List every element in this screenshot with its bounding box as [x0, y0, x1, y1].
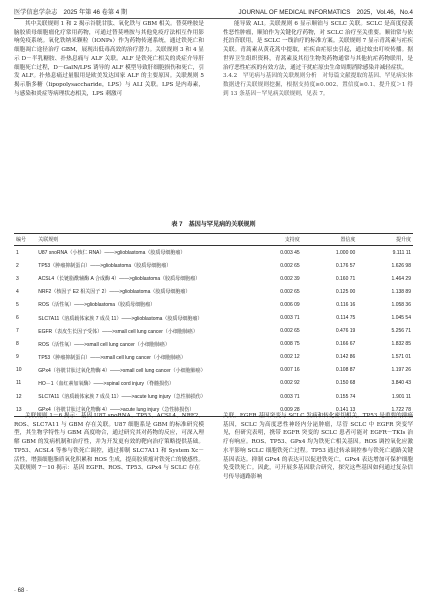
cell-rule: GPx4（谷胱甘肽过氧化物酶 4）——>small cell lung cancer（小细胞肺癌）	[38, 367, 206, 374]
cell-confidence: 0.116 16	[336, 301, 356, 308]
cell-confidence: 0.142 86	[335, 354, 356, 361]
cell-lift: 1.464 29	[391, 275, 411, 282]
cell-lift: 5.256 71	[391, 328, 411, 335]
cell-rule: ROS（活性氧）——>small cell lung cancer（小细胞肺癌）	[38, 341, 170, 348]
left-column-top	[14, 20, 204, 214]
paragraph: 关联规则 1－6 揭示：基因 U87 snoRNA、TP53、ACSL4、NRF2、ROS、SLC7A11 与 GBM 存在关联。U87 细胞系是 GBM 的标准研究模型，其生物学特性与 GBM 高度吻合，通过研究其对药物的反应，可深入理解 GBM 的发病机制和治疗性，并为开发更有效的靶向治疗策略提供基础。TP53、ACSL4 等参与铁死亡调控，通过抑制 SLC7A11 和 System Xc－活性，增强细胞脂质氧化积累和 ROS 生成，提高胶质瘤对铁死亡的敏感性。关联规则 7－10 揭示：基因 EGFR、ROS、TP53、GPx4 与 SCLC 存在	[14, 413, 204, 472]
cell-id: 9	[16, 354, 19, 361]
cell-confidence: 0.125 00	[335, 288, 356, 295]
cell-rule: NRF2（核因子 E2 相关因子 2）——>glioblastoma（胶质母细胞瘤）	[38, 289, 191, 296]
cell-confidence: 1.000 00	[335, 249, 356, 256]
cell-lift: 1.832 85	[391, 341, 411, 348]
section-heading-3-4-2: 3.4.2 罕见病与基因的关联规则分析 对每篇文献提取的基因、罕见病实体数据进行关联规则挖掘，根据支持度≥0.002、置信度≥0.1、提升度＞1 得到 13 条基因－罕见病关联规则，见表 7。	[223, 73, 413, 97]
col-header-support: 支持度	[250, 234, 302, 246]
cell-support: 0.002 39	[280, 275, 300, 282]
paragraph: 关联。EGFR 基因突变与 SCLC 发病和转化密切相关。TP53 是重要的抑癌基因，SCLC 为高度恶性神经内分泌肿瘤，尽管 SCLC 中 EGFR 突变罕见，但研究表明，携带 EGFR 突变的 SCLC 患者可能对 EGFR－TKIs 治疗有响应。ROS、TP53、GPx4 均为铁死亡相关基因。ROS 调控氧化应激水平影响 SCLC 细胞铁死亡过程。TP53 通过转录调控参与铁死亡通路关键基因表达。抑制 GPx4 的表达可以促进铁死亡，GPx4 表达增加可保护细胞免受铁死亡。因此，可开展多基因联合研究，探究这些基因如何通过复杂信号传导通路影响	[223, 413, 413, 480]
cell-id: 7	[16, 328, 19, 335]
running-header	[14, 4, 413, 19]
cell-support: 0.002 65	[280, 262, 300, 269]
cell-support: 0.002 12	[280, 354, 300, 361]
col-header-rule: 关联规则	[36, 234, 249, 246]
cell-lift: 1.058 36	[391, 301, 411, 308]
cell-confidence: 0.141 13	[302, 403, 358, 417]
cell-support: 0.008 75	[280, 341, 300, 348]
cell-confidence: 0.155 74	[335, 393, 356, 400]
table-header-row	[14, 234, 413, 246]
cell-lift: 3.840 43	[391, 380, 411, 387]
right-column-top	[223, 20, 413, 214]
cell-confidence: 0.160 71	[335, 275, 356, 282]
cell-id: 6	[16, 315, 19, 322]
cell-id: 1	[16, 249, 19, 256]
cell-lift: 9.111 11	[392, 249, 411, 256]
cell-confidence: 0.166 67	[335, 341, 356, 348]
cell-lift: 1.571 01	[391, 354, 411, 361]
cell-rule: U87 snoRNA（小核仁 RNA）——>glioblastoma（胶质母细胞瘤）	[38, 250, 186, 257]
cell-id: 10	[16, 367, 22, 374]
cell-support: 0.002 65	[280, 288, 300, 295]
col-header-id: 编号	[14, 234, 36, 246]
table-row	[14, 246, 413, 260]
paragraph: 能导致 ALI。关联规则 6 显示顺铂与 SCLC 关联。SCLC 是高度侵袭性恶性肿瘤，顺铂作为关键化疗药物，对 SCLC 治疗至关重要。顺铂常与依托泊苷联用，是 SCLC 一线治疗的标准方案。关联规则 7 显示青蒿素与疟疾关联。青蒿素从黄花蒿中提取，疟疾由疟原虫引起，通过蚊虫叮咬传播。据世界卫生组织资料，青蒿素及其衍生物类药物通常与其他抗疟药物联用，是治疗恶性疟疾的有效方法，通过干扰疟原虫生命周期消除感染并减轻症状。	[223, 21, 413, 71]
paragraph: 其中关联规则 1 和 2 揭示谷胱甘肽、氧化铁与 GBM 相关。替莫唑胺是脑胶质母细胞瘤化疗常用药物，可通过替莫唑胺与其他免疫疗法相互作用影响免疫系统。氧化铁纳米颗粒（IONPs）作为药物传递系统，通过铁死亡和细胞凋亡途径治疗 GBM，展现出低毒高效的治疗潜力。关联规则 3 和 4 显示 D－半乳糖胺、扑热息痛与 ALF 关联。ALF 是铁死亡相关的炎症介导肝细胞死亡过程，D－GalN/LPS 诱导的 ALF 模型导致肝细胞损伤和死亡，引发 ALF。扑热息痛过量服用是欧美发达国家 ALF 的主要原因。关联规则 5 揭示脂多糖（lipopolysaccharide，LPS）与 ALI 关联。LPS 是内毒素，与感染和炎症等病理状态相关，LPS 刺激可	[14, 21, 204, 97]
col-header-confidence: 置信度	[302, 234, 358, 246]
table-row	[14, 377, 413, 390]
table-row	[14, 272, 413, 285]
header-journal-cn: 医学信息学杂志 2025 年第 46 卷第 4 期	[14, 8, 128, 16]
table-row	[14, 351, 413, 364]
table-row	[14, 390, 413, 403]
cell-support: 0.006 09	[280, 301, 300, 308]
cell-rule: ACSL4（长链脂酰辅酶 A 合成酶 4）——>glioblastoma（胶质母细胞瘤）	[38, 276, 201, 283]
cell-lift: 1.901 11	[391, 393, 411, 400]
table-caption: 表 7 基因与罕见病的关联规则	[171, 221, 256, 228]
cell-lift: 1.722 78	[357, 403, 413, 417]
cell-support: 0.002 65	[280, 328, 300, 335]
cell-lift: 1.138 89	[391, 288, 411, 295]
cell-confidence: 0.176 57	[335, 262, 356, 269]
cell-rule: TP53（肿瘤抑制蛋白）——>glioblastoma（胶质母细胞瘤）	[38, 263, 172, 270]
cell-rule: TP53（肿瘤抑制蛋白）——>small cell lung cancer（小细胞肺癌）	[38, 354, 186, 361]
cell-support: 0.002 92	[280, 380, 300, 387]
cell-confidence: 0.108 87	[335, 367, 356, 374]
table-row	[14, 364, 413, 377]
cell-confidence: 0.114 75	[336, 315, 356, 322]
col-header-lift: 提升度	[357, 234, 413, 246]
page-number: · 68 ·	[14, 588, 29, 594]
left-column-bottom	[14, 412, 204, 584]
cell-lift: 1.045 54	[391, 315, 411, 322]
cell-confidence: 0.150 68	[335, 380, 356, 387]
cell-id: 8	[16, 341, 19, 348]
table-row	[14, 285, 413, 298]
cell-lift: 1.626 98	[391, 262, 411, 269]
cell-id: 4	[16, 288, 19, 295]
cell-support: 0.003 45	[280, 249, 300, 256]
cell-rule: SLC7A11（溶质载体家族 7 成员 11）——>acute lung injury（急性肺损伤）	[38, 394, 206, 401]
table-row	[14, 311, 413, 324]
cell-support: 0.003 71	[280, 393, 300, 400]
cell-support: 0.009 28	[250, 403, 302, 417]
cell-id: 11	[16, 380, 22, 387]
cell-id: 12	[16, 393, 22, 400]
cell-id: 13	[14, 403, 36, 417]
cell-support: 0.007 16	[280, 367, 300, 374]
cell-rule: EGFR（表皮生长因子受体）——>small cell lung cancer（小细胞肺癌）	[38, 328, 198, 335]
cell-id: 2	[16, 262, 19, 269]
table-row	[14, 298, 413, 311]
table-row	[14, 325, 413, 338]
table-row	[14, 338, 413, 351]
right-column-bottom	[223, 412, 413, 584]
cell-rule: HO－1（血红素加氧酶）——>spinal cord injury（脊髓损伤）	[38, 380, 174, 387]
cell-support: 0.003 71	[280, 315, 300, 322]
association-rules-table	[14, 233, 413, 417]
cell-rule: GPx4（谷胱甘肽过氧化物酶 4）——>acute lung injury（急性肺损伤）	[36, 403, 249, 417]
cell-id: 5	[16, 301, 19, 308]
cell-lift: 1.197 26	[391, 367, 411, 374]
cell-rule: ROS（活性氧）——>glioblastoma（胶质母细胞瘤）	[38, 302, 156, 309]
header-journal-en: JOURNAL OF MEDICAL INFORMATICS 2025，Vol.46，No.4	[238, 8, 413, 16]
cell-id: 3	[16, 275, 19, 282]
cell-confidence: 0.476 19	[335, 328, 356, 335]
cell-rule: SLC7A11（溶质载体家族 7 成员 11）——>glioblastoma（胶质母细胞瘤）	[38, 315, 203, 322]
table-row	[14, 259, 413, 272]
